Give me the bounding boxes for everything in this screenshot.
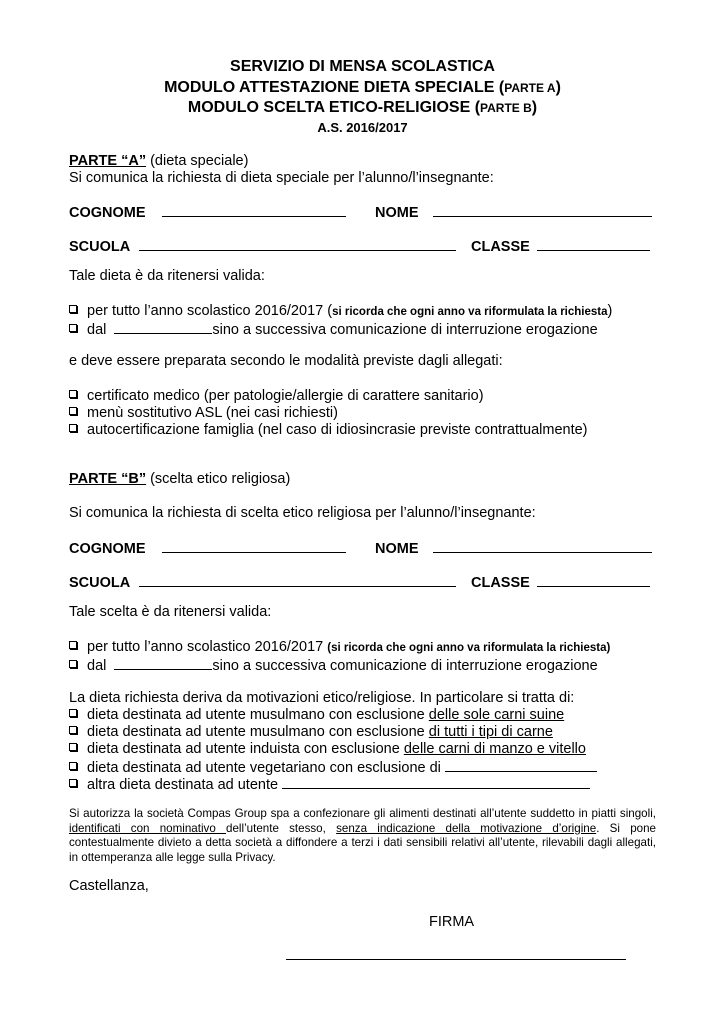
parte-b-validity: Tale scelta è da ritenersi valida:	[69, 604, 272, 620]
diet-exclusion: di tutti i tipi di carne	[428, 724, 553, 740]
cognome-blank[interactable]	[162, 203, 346, 217]
checkbox-icon[interactable]	[69, 641, 77, 649]
classe-label: CLASSE	[471, 239, 530, 255]
classe-field-a[interactable]	[471, 237, 650, 256]
title2-part: PARTE A	[504, 81, 556, 95]
classe-blank[interactable]	[537, 237, 650, 251]
parte-b-option-from[interactable]	[69, 656, 598, 674]
nome-field-a[interactable]	[375, 203, 652, 222]
diet-muslim-pork[interactable]	[69, 707, 564, 723]
school-year: A.S. 2016/2017	[317, 120, 408, 135]
checkbox-icon[interactable]	[69, 660, 77, 668]
option-year-end: )	[607, 303, 613, 319]
classe-field-b[interactable]	[471, 573, 650, 592]
parte-b-motivation: La dieta richiesta deriva da motivazioni etico/religiose. In particolare si tratta di:	[69, 690, 575, 706]
diet-text: dieta destinata ad utente induista con esclusione	[87, 741, 404, 757]
parte-a-validity: Tale dieta è da ritenersi valida:	[69, 268, 265, 284]
diet-hindu[interactable]	[69, 741, 586, 757]
cognome-label: COGNOME	[69, 205, 146, 221]
parte-b-title: PARTE “B”	[69, 471, 147, 487]
place-label: Castellanza,	[69, 878, 149, 894]
title-dieta-speciale	[0, 79, 725, 97]
signature-line[interactable]	[286, 958, 626, 960]
option-year-text: per tutto l’anno scolastico 2016/2017	[87, 639, 328, 655]
option-from-text: sino a successiva comunicazione di interruzione erogazione	[212, 658, 598, 674]
parte-b-intro: Si comunica la richiesta di scelta etico religiosa per l’alunno/l’insegnante:	[69, 505, 536, 521]
auth-underline1: identificati con nominativo	[69, 821, 227, 835]
checkbox-icon[interactable]	[69, 726, 77, 734]
option-from-dal: dal	[87, 322, 107, 338]
diet-exclusion: delle carni di manzo e vitello	[403, 741, 586, 757]
date-blank[interactable]	[114, 656, 212, 670]
scuola-blank[interactable]	[139, 237, 456, 251]
scuola-field-a[interactable]	[69, 237, 456, 256]
authorization-paragraph	[69, 807, 656, 865]
checkbox-icon[interactable]	[69, 762, 77, 770]
attachment-medical[interactable]	[69, 388, 484, 404]
attachment-self-cert-text: autocertificazione famiglia (nel caso di idiosincrasie previste contrattualmente)	[87, 422, 588, 438]
title3-end: )	[531, 99, 538, 116]
attachment-asl-text: menù sostitutivo ASL (nei casi richiesti)	[87, 405, 338, 421]
cognome-field-b[interactable]	[69, 539, 346, 558]
parte-a-title: PARTE “A”	[69, 153, 147, 169]
checkbox-icon[interactable]	[69, 324, 77, 332]
checkbox-icon[interactable]	[69, 407, 77, 415]
option-from-dal: dal	[87, 658, 107, 674]
nome-label: NOME	[375, 205, 419, 221]
checkbox-icon[interactable]	[69, 779, 77, 787]
parte-b-option-year[interactable]	[69, 639, 610, 656]
checkbox-icon[interactable]	[69, 424, 77, 432]
option-year-text: per tutto l’anno scolastico 2016/2017 (	[87, 303, 333, 319]
nome-label: NOME	[375, 541, 419, 557]
classe-label: CLASSE	[471, 575, 530, 591]
signature-label: FIRMA	[429, 914, 475, 930]
nome-field-b[interactable]	[375, 539, 652, 558]
diet-text: dieta destinata ad utente musulmano con esclusione	[87, 724, 429, 740]
diet-other[interactable]	[69, 775, 590, 793]
cognome-field-a[interactable]	[69, 203, 346, 222]
vegetarian-blank[interactable]	[445, 758, 597, 772]
option-year-note: (si ricorda che ogni anno va riformulata la richiesta)	[327, 642, 611, 654]
checkbox-icon[interactable]	[69, 390, 77, 398]
attachment-medical-text: certificato medico (per patologie/allergie di carattere sanitario)	[87, 388, 484, 404]
title3-main: MODULO SCELTA ETICO-RELIGIOSE (	[187, 99, 481, 116]
diet-text: dieta destinata ad utente musulmano con esclusione	[87, 707, 429, 723]
diet-exclusion: delle sole carni suine	[428, 707, 565, 723]
title-service: SERVIZIO DI MENSA SCOLASTICA	[230, 58, 495, 75]
date-blank[interactable]	[114, 320, 212, 334]
classe-blank[interactable]	[537, 573, 650, 587]
cognome-label: COGNOME	[69, 541, 146, 557]
parte-a-intro: Si comunica la richiesta di dieta speciale per l’alunno/l’insegnante:	[69, 170, 494, 186]
attachment-self-cert[interactable]	[69, 422, 588, 438]
diet-muslim-all-meat[interactable]	[69, 724, 553, 740]
checkbox-icon[interactable]	[69, 709, 77, 717]
auth-part1: Si autorizza la società Compas Group spa a confezionare gli alimenti destinati all’utente suddetto in piatti singoli,	[69, 807, 656, 820]
parte-a-prep: e deve essere preparata secondo le modalità previste dagli allegati:	[69, 353, 503, 369]
attachment-asl[interactable]	[69, 405, 338, 421]
parte-a-option-from[interactable]	[69, 320, 598, 338]
option-from-text: sino a successiva comunicazione di interruzione erogazione	[212, 322, 598, 338]
parte-a-note: (dieta speciale)	[146, 153, 249, 169]
nome-blank[interactable]	[433, 539, 652, 553]
parte-a-heading	[69, 153, 248, 170]
nome-blank[interactable]	[433, 203, 652, 217]
title2-main: MODULO ATTESTAZIONE DIETA SPECIALE (	[164, 79, 505, 96]
checkbox-icon[interactable]	[69, 743, 77, 751]
other-diet-blank[interactable]	[282, 775, 590, 789]
title3-part: PARTE B	[480, 101, 532, 115]
title2-end: )	[555, 79, 561, 96]
scuola-label: SCUOLA	[69, 239, 130, 255]
title-etico-religiose	[0, 99, 725, 117]
option-year-note: si ricorda che ogni anno va riformulata la richiesta	[332, 306, 608, 318]
diet-vegetarian[interactable]	[69, 758, 597, 776]
cognome-blank[interactable]	[162, 539, 346, 553]
checkbox-icon[interactable]	[69, 305, 77, 313]
diet-text: dieta destinata ad utente vegetariano con esclusione di	[87, 760, 445, 776]
auth-underline2: senza indicazione della motivazione d’origine	[336, 821, 597, 835]
auth-part2: dell’utente stesso,	[226, 821, 337, 835]
parte-b-note: (scelta etico religiosa)	[146, 471, 291, 487]
scuola-label: SCUOLA	[69, 575, 130, 591]
parte-b-heading	[69, 471, 290, 488]
scuola-blank[interactable]	[139, 573, 456, 587]
parte-a-option-year[interactable]	[69, 303, 612, 320]
auth-part3: . Si pone contestualmente divieto a detta società a diffondere a terzi i dati sensibili relativi all’utente, rilevabili dagli allegati, in ottemperanza alle legge sulla Privacy.	[69, 821, 656, 864]
scuola-field-b[interactable]	[69, 573, 456, 592]
diet-text: altra dieta destinata ad utente	[87, 777, 283, 793]
